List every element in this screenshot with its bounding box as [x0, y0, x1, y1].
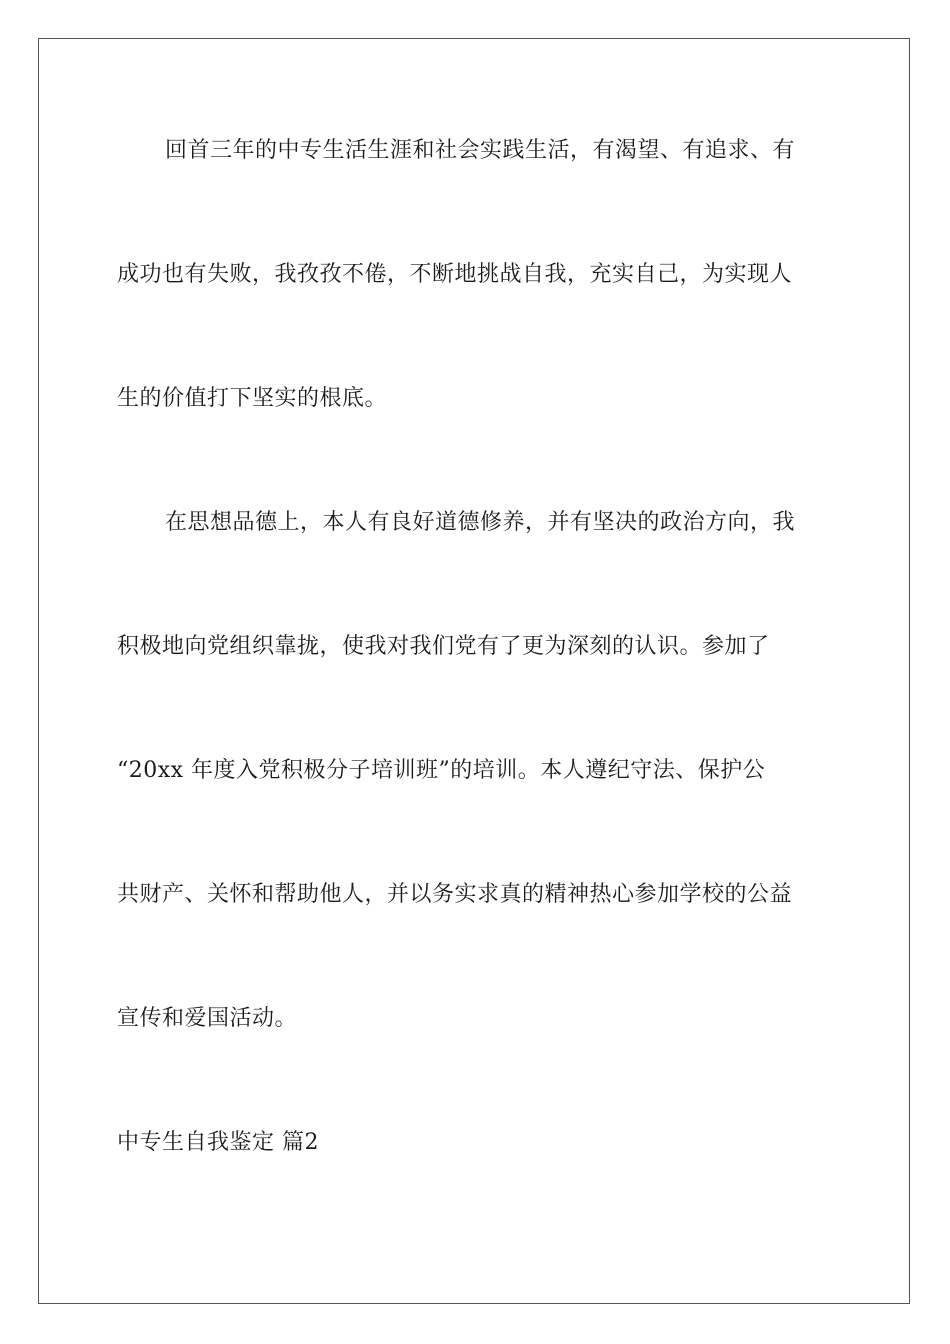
paragraph-1-line-2: 成功也有失败，我孜孜不倦，不断地挑战自我，充实自己，为实现人: [117, 262, 793, 287]
page-border: [38, 38, 910, 1304]
paragraph-2-line-5: 宣传和爱国活动。: [117, 1006, 298, 1031]
paragraph-2-line-3: “20xx 年度入党积极分子培训班”的培训。本人遵纪守法、保护公: [117, 758, 766, 783]
section-heading: 中专生自我鉴定 篇2: [117, 1130, 319, 1155]
paragraph-1-line-3: 生的价值打下坚实的根底。: [117, 386, 388, 411]
paragraph-2-line-4: 共财产、关怀和帮助他人，并以务实求真的精神热心参加学校的公益: [117, 882, 793, 907]
paragraph-2-line-2: 积极地向党组织靠拢，使我对我们党有了更为深刻的认识。参加了: [117, 634, 770, 659]
paragraph-1-line-1: 回首三年的中专生活生涯和社会实践生活，有渴望、有追求、有: [165, 138, 796, 163]
paragraph-2-line-1: 在思想品德上，本人有良好道德修养，并有坚决的政治方向，我: [165, 510, 796, 535]
